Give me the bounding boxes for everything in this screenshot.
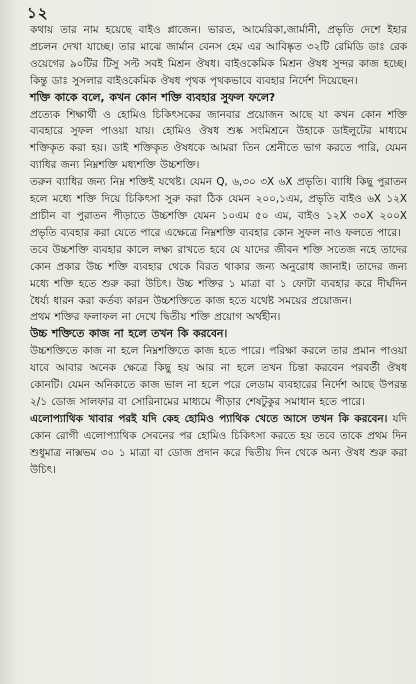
paragraph-rest-text: যদি কোন রোগী এলোপ্যাথিক সেবনের পর হোমিও চিকিৎসা করতে হয় তবে তাকে প্রথম দিন শুধুমাত্র নাক্সভম ৩০ ১ মাত্রা বা ডোজ প্রদান করে দ্বিতীয় দিন থেকে অন্য ঔষধ শুরু করা উচিৎ।	[30, 412, 407, 476]
paragraph-acute-chronic-potency: তরুন ব্যাধির জন্য নিম্ন শক্তিই যথেষ্ট। যেমন Q, ৬,৩০ ৩X ৬X প্রভৃতি। ব্যাধি কিছু পুরাতন হলে মধ্যে শক্তি দিয়ে চিকিৎসা সুরু করা ঠিক যেমন ২০০,১এম, প্রভৃতি বাইও ৬X ১২X প্রাচীন বা পুরাতন পীড়াতে উচ্চশক্তি যেমন ১০এম ৫০ এম, বাইও ১২X ৩০X ২০০X প্রভৃতি ব্যবহার করা যেতে পারে এক্ষেত্রে নিম্নশক্তি ব্যবহার কোন সুফল নাও ফলতে পারে।	[30, 176, 407, 239]
heading-high-potency-fails: উচ্চ শক্তিতে কাজ না হলে তখন কি করবেন।	[30, 327, 228, 341]
paragraph-first-potency-result: প্রথম শক্তির ফলাফল না দেখে দ্বিতীয় শক্তি প্রয়োগ অর্থহীন।	[30, 311, 281, 324]
paragraph-potency-classes: প্রত্যেক শিক্ষার্থী ও হোমিও চিকিৎসকের জানবার প্রয়োজন আছে যা কখন কোন শক্তি ব্যবহারে সুফল পাওয়া যায়। হোমিও ঔষধ শুষ্ক সংমিশ্রনে উহাকে ডাইলুটের মাধ্যমে শক্তিকৃত করা হয়। ডাই শক্তিকৃত ঔষধকে আমরা তিন শ্রেনীতে ভাগ করতে পারি, যেমন ব্যাধির জন্য নিম্নশক্তি মধ্যশক্তি উচ্চশক্তি।	[30, 108, 407, 172]
paragraph-low-potency-alternative: উচ্চশক্তিতে কাজ না হলে নিম্নশক্তিতে কাজ হতে পারে। পরিক্ষা করলে তার প্রমান পাওয়া যাবে আবার অনেক ক্ষেত্রে কিছু হয় আর না হলে তখন চিন্তা করবেন পরবর্তী ঔষধ কোনটি। যেমন অনিকাতে কাজ ভাল না হলে পরে লেডাম ব্যবহারের নির্দেশ আছে উপরন্ত ২/১ ডোজ সালফার বা সোরিনামের মাধ্যমে পীড়ার শেষটুকুর সমাধান হতে পারে।	[30, 345, 407, 408]
paragraph-high-potency-caution: তবে উচ্চশক্তি ব্যবহার কালে লক্ষ্য রাখতে হবে যে যাদের জীবন শক্তি সতেজ নহে তাদের কোন প্রকার উচ্চ শক্তি ব্যবহার থেকে বিরত থাকার জন্য অনুরোধ জানাই। তাদের জন্য মধ্যে শক্তি হতে শুরু করা উচিৎ। উচ্চ শক্তির ১ মাত্রা বা ১ ফোটা ব্যবহার করে দীর্ঘদিন ধৈর্য্য ধারন করা কর্তব্য কারন উচ্চশক্তিতে কাজ হতে যথেষ্ট সময়ের প্রয়োজন।	[30, 243, 407, 307]
heading-what-is-potency: শক্তি কাকে বলে, কখন কোন শক্তি ব্যবহার সুফল ফলে?	[30, 90, 276, 104]
paragraph-bio-plasgen: কথায় তার নাম হয়েছে বাইও প্লাজেন। ভারত, আমেরিকা,জার্মানী, প্রভৃতি দেশে ইহার প্রচলন দেখা যাচ্ছে। তার মাঝে জার্মান বেনস হেম এর আবিষ্কৃত ৩২টি রেমিডি ডাঃ রেক ওয়েগের ৯০টির টিসু সল্ট সবই মিশ্রন ঔষধ। বাইওকেমিক মিশ্রন ঔষধ সুন্দর কাজ হচ্ছে। কিন্তু ডাঃ সুসলার বাইওকেমিক ঔষধ পৃথক পৃথকভাবে ব্যবহার নির্দেশ দিয়েছেন।	[30, 24, 407, 87]
page-number: ১২	[27, 4, 49, 22]
bold-lead-question: এলোপ্যাথিক খাবার পরই যদি কেহ হোমিও প্যাথিক খেতে আসে তখন কি করবেন।	[30, 412, 388, 425]
paragraph-after-allopathic	[30, 411, 407, 479]
